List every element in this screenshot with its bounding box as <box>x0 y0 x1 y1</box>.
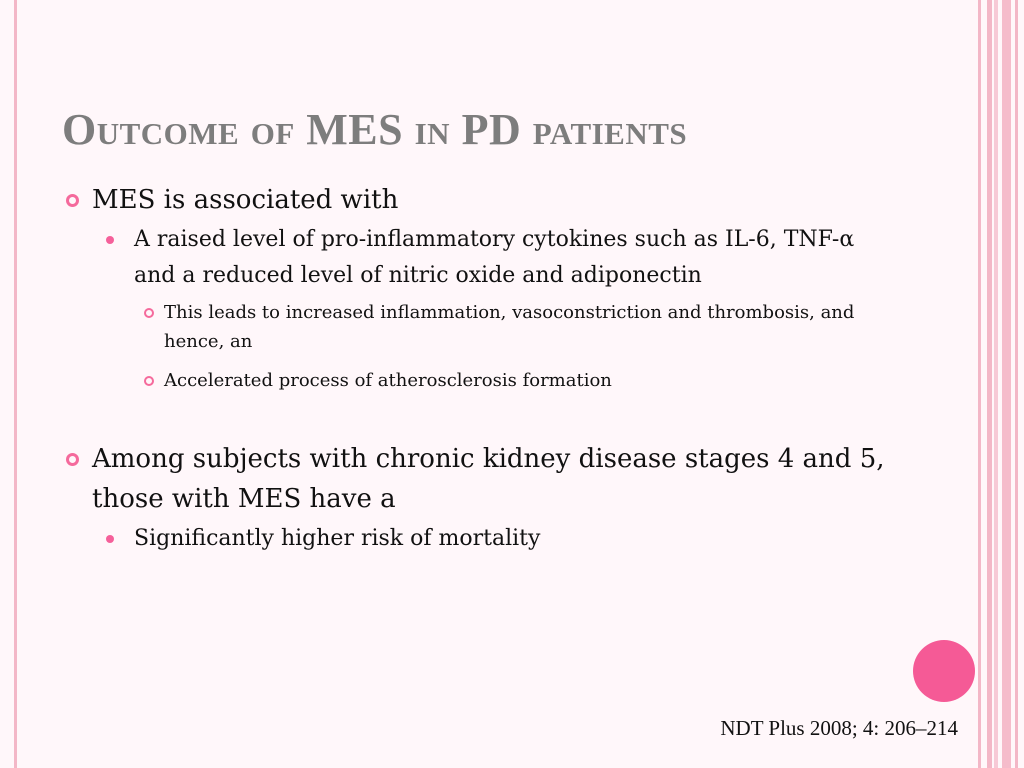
bullet-item <box>62 222 902 294</box>
bullet-item <box>62 439 902 519</box>
stripe <box>978 0 981 768</box>
stripe <box>987 0 992 768</box>
ring-bullet-icon <box>144 376 154 386</box>
bullet-item <box>62 180 902 220</box>
bullet-text: MES is associated with <box>92 185 399 215</box>
left-decorative-rule <box>14 0 17 768</box>
bullet-text: Significantly higher risk of mortality <box>134 526 541 551</box>
slide-title: Outcome of MES in PD patients <box>62 105 688 154</box>
bullet-item <box>62 366 902 395</box>
bullet-item <box>62 298 902 356</box>
disc-bullet-icon <box>106 535 114 543</box>
bullet-text: This leads to increased inflammation, vasoconstriction and thrombosis, and hence, an <box>164 302 855 352</box>
ring-bullet-icon <box>66 194 79 207</box>
stripe <box>994 0 998 768</box>
bullet-item <box>62 521 902 557</box>
decorative-circle <box>913 640 975 702</box>
stripe <box>1015 0 1018 768</box>
disc-bullet-icon <box>106 236 114 244</box>
bullet-list <box>62 180 902 557</box>
bullet-text: Among subjects with chronic kidney disease stages 4 and 5, those with MES have a <box>92 444 885 514</box>
ring-bullet-icon <box>144 308 154 318</box>
stripe <box>1002 0 1011 768</box>
citation: NDT Plus 2008; 4: 206–214 <box>720 716 958 740</box>
ring-bullet-icon <box>66 453 79 466</box>
right-decorative-stripes <box>978 0 1024 768</box>
bullet-text: Accelerated process of atherosclerosis formation <box>164 370 612 391</box>
bullet-text: A raised level of pro-inflammatory cytokines such as IL-6, TNF-α and a reduced level of nitric oxide and adiponectin <box>134 227 855 288</box>
